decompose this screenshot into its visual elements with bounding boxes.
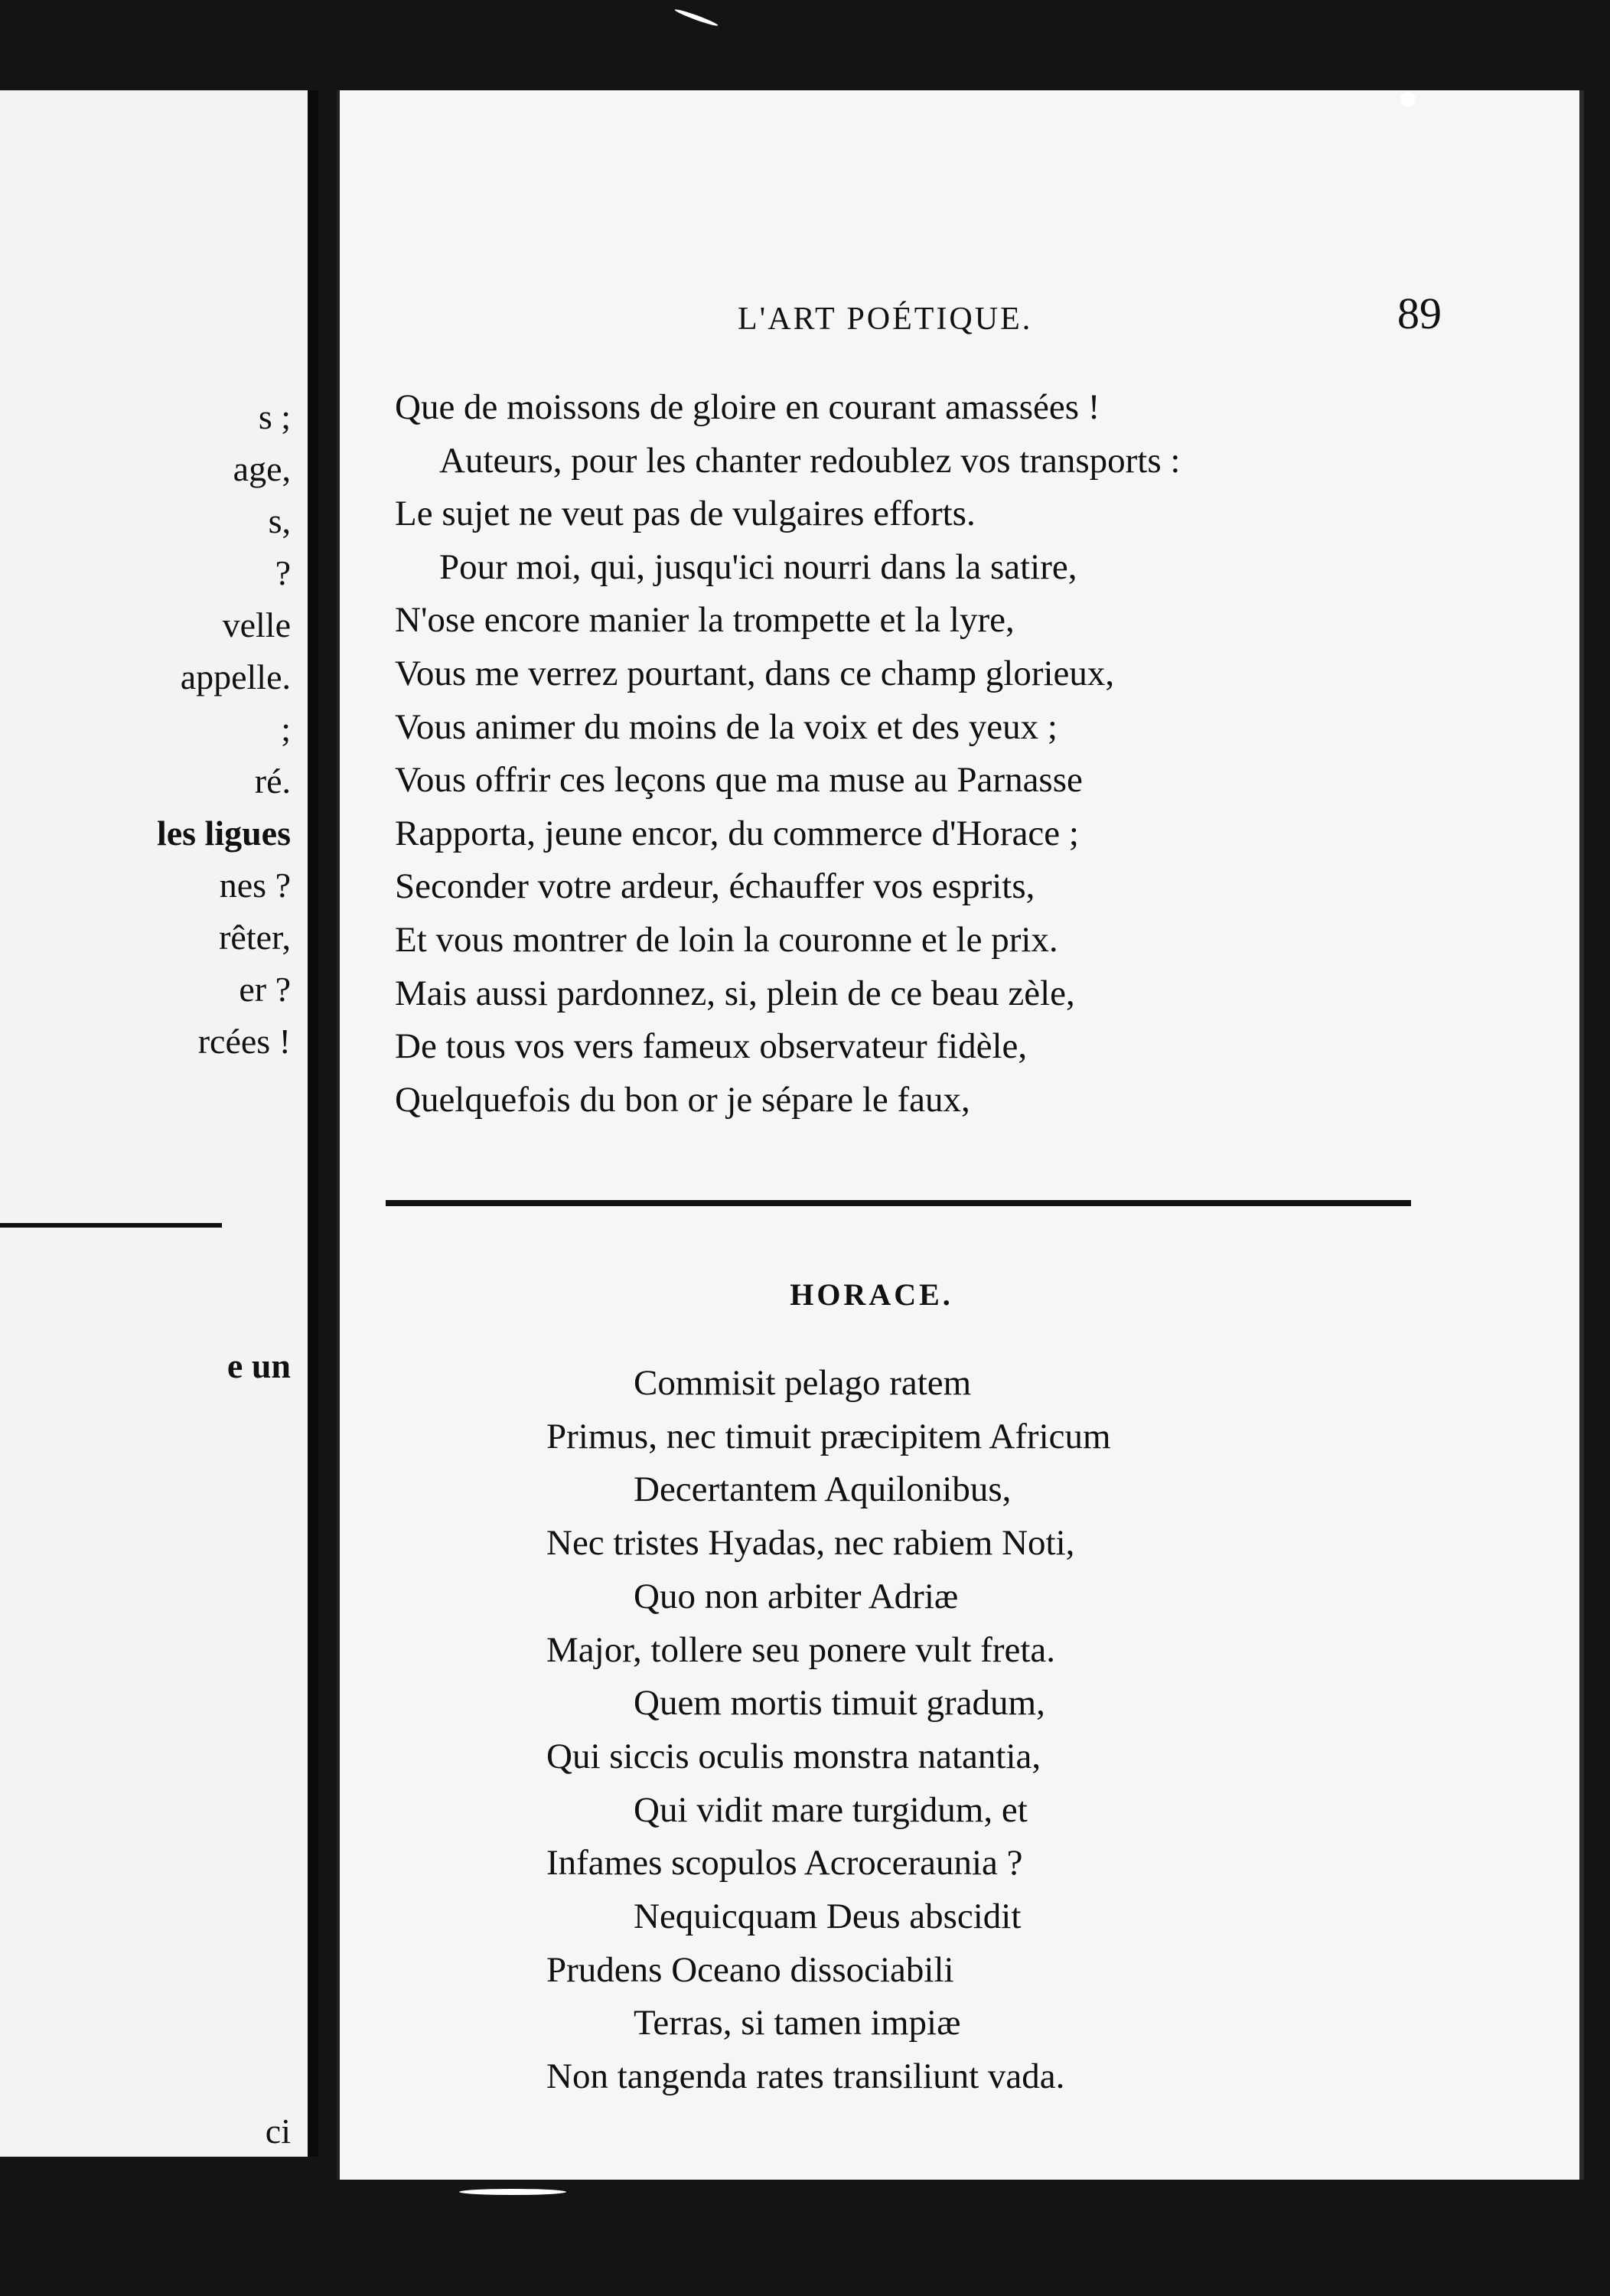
section-title: HORACE. (790, 1277, 953, 1312)
latin-verse-line: Major, tollere seu ponere vult freta. (546, 1629, 1055, 1670)
latin-verse-line: Quem mortis timuit gradum, (634, 1683, 1045, 1724)
latin-verse-line: Commisit pelago ratem (634, 1363, 972, 1403)
scan-speck (1400, 92, 1416, 107)
verse-line: Le sujet ne veut pas de vulgaires efforts. (395, 494, 976, 534)
french-verse (395, 381, 1180, 1127)
page-number: 89 (1397, 289, 1442, 338)
verse-line: Vous me verrez pourtant, dans ce champ glorieux, (395, 653, 1115, 693)
book-page (337, 90, 1584, 2180)
verse-line: Quelquefois du bon or je sépare le faux, (395, 1079, 970, 1120)
facing-page-fragment: appelle. (180, 657, 291, 696)
facing-page-fragment: les ligues (156, 814, 291, 853)
scan-speck (459, 2189, 566, 2195)
facing-page-fragment: ré. (254, 762, 291, 801)
latin-verse-line: Terras, si tamen impiæ (634, 2003, 961, 2043)
running-head: L'ART POÉTIQUE. (738, 302, 1033, 337)
facing-page-fragment: velle (222, 605, 291, 644)
latin-verse-line: Nequicquam Deus abscidit (634, 1896, 1022, 1937)
verse-line: Vous animer du moins de la voix et des yeux ; (395, 706, 1058, 747)
facing-page-fragment: s, (268, 501, 291, 540)
facing-page-fragment: rêter, (219, 918, 291, 957)
facing-page-fragment: er ? (239, 970, 291, 1009)
facing-page-fragment: age, (233, 449, 291, 488)
verse-line: Et vous montrer de loin la couronne et le prix. (395, 919, 1058, 960)
facing-page-fragment-last: ci (265, 2112, 291, 2151)
latin-verse-line: Non tangenda rates transiliunt vada. (546, 2056, 1065, 2097)
facing-page-fragment: ; (281, 709, 291, 748)
latin-verse-line: Primus, nec timuit præcipitem Africum (546, 1416, 1111, 1456)
facing-page-fragment-bold: e un (227, 1346, 291, 1385)
facing-page-fragment: s ; (258, 397, 291, 436)
latin-verse-line: Decertantem Aquilonibus, (634, 1469, 1012, 1510)
latin-verse-line: Qui vidit mare turgidum, et (634, 1789, 1028, 1830)
verse-line: Que de moissons de gloire en courant amassées ! (395, 387, 1100, 427)
latin-verse-line: Quo non arbiter Adriæ (634, 1576, 959, 1616)
facing-page-fragment: ? (275, 553, 291, 592)
facing-page-fragment: rcées ! (197, 1022, 291, 1061)
verse-line: N'ose encore manier la trompette et la lyre, (395, 600, 1015, 641)
latin-verse-line: Qui siccis oculis monstra natantia, (546, 1736, 1041, 1776)
section-divider (386, 1200, 1411, 1206)
latin-verse-line: Nec tristes Hyadas, nec rabiem Noti, (546, 1523, 1075, 1564)
verse-line: Vous offrir ces leçons que ma muse au Parnasse (395, 760, 1083, 801)
verse-line: Mais aussi pardonnez, si, plein de ce beau zèle, (395, 973, 1075, 1013)
scan-speck (674, 8, 719, 28)
latin-verse-line: Prudens Oceano dissociabili (546, 1949, 954, 1990)
latin-verse-line: Infames scopulos Acroceraunia ? (546, 1843, 1023, 1883)
verse-line: Auteurs, pour les chanter redoublez vos transports : (439, 440, 1181, 481)
verse-line: Pour moi, qui, jusqu'ici nourri dans la satire, (439, 546, 1077, 587)
facing-page-rule (0, 1223, 222, 1228)
verse-line: Rapporta, jeune encor, du commerce d'Horace ; (395, 813, 1079, 853)
facing-page-left (0, 90, 318, 2157)
verse-line: Seconder votre ardeur, échauffer vos esprits, (395, 866, 1035, 907)
verse-line: De tous vos vers fameux observateur fidèle, (395, 1026, 1028, 1067)
latin-verse (546, 1357, 1111, 2104)
facing-page-fragment: nes ? (219, 866, 291, 905)
